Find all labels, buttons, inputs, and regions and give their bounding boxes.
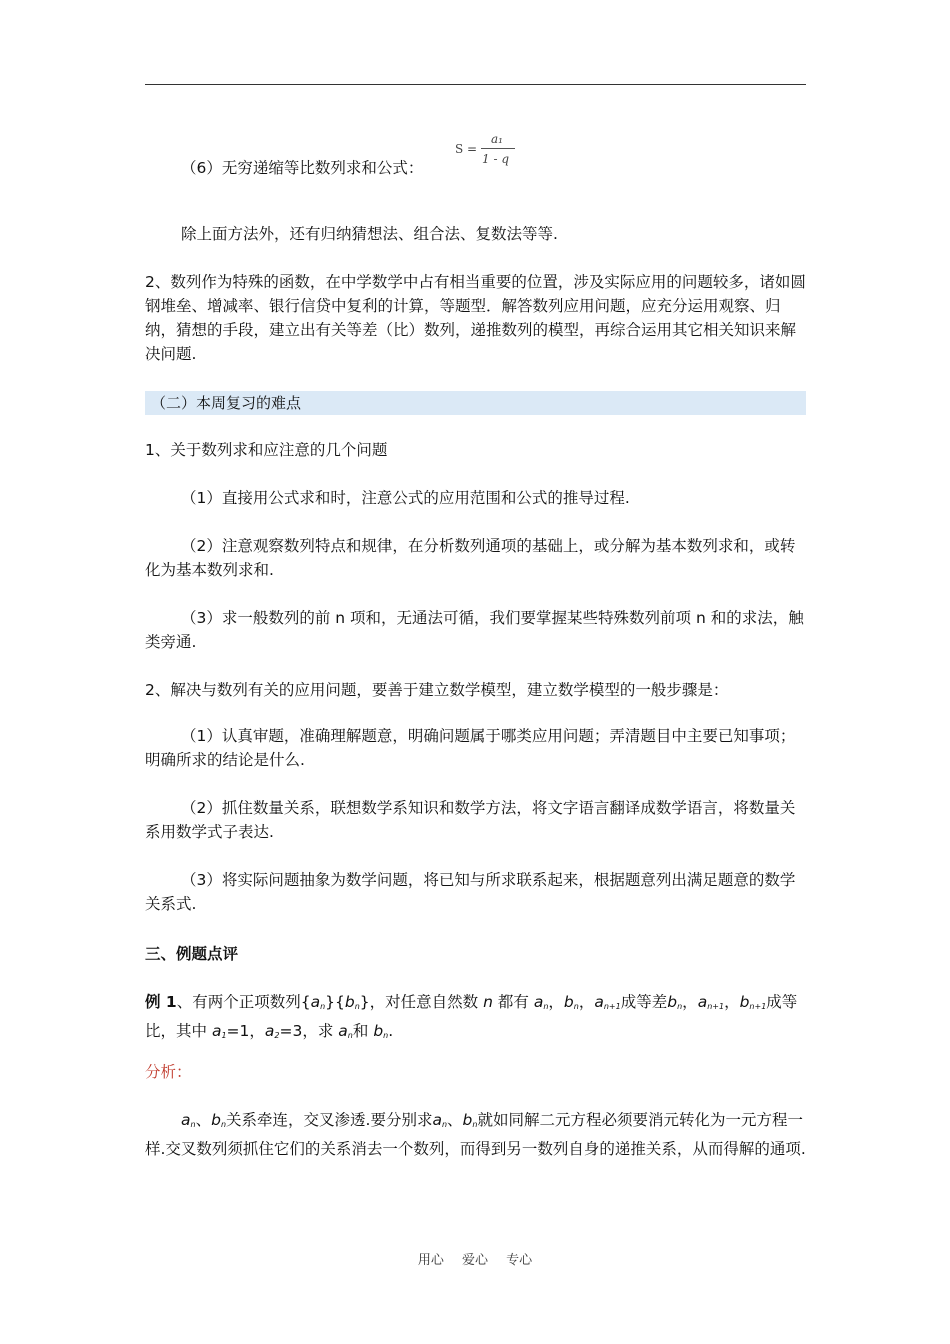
difficulty-1-item-2: （2）注意观察数列特点和规律，在分析数列通项的基础上，或分解为基本数列求和，或转化为基本数列求和. (145, 537, 796, 579)
formula-numerator: a₁ (491, 132, 503, 146)
formula-denominator: 1 - q (482, 152, 509, 166)
analysis-text: $a_n$、$b_n$关系牵连，交叉渗透.要分别求$a_n$、$b_n$就如同解二元方程必须要消元转化为一元方程一样.交叉数列须抓住它们的关系消去一个数列，而得到另一数列自身的递推关系，从而得解的通项. (145, 1111, 806, 1158)
sum-formula (455, 132, 525, 172)
section-3-title: 三、例题点评 (145, 945, 239, 963)
analysis-label: 分析： (145, 1063, 192, 1081)
difficulty-2-title: 2、解决与数列有关的应用问题，要善于建立数学模型，建立数学模型的一般步骤是： (145, 681, 729, 699)
example-1: 例 1、有两个正项数列$\{a_n\}\{b_n\}$，对任意自然数 n 都有 $a_n$，$b_n$，$a_{n+1}$成等差$b_n$，$a_{n+1}$，$b_{n+1}$成等比，其中 $a_1=1$，$a_2=3$，求 $a_n$和 $b_n$. (145, 993, 798, 1040)
footer-item: 用心 (417, 1253, 444, 1268)
difficulty-2-item-2: （2）抓住数量关系，联想数学系知识和数学方法，将文字语言翻译成数学语言，将数量关系用数学式子表达. (145, 799, 796, 841)
para-methods: 除上面方法外，还有归纳猜想法、组合法、复数法等等. (181, 225, 558, 243)
formula-lhs: S = (455, 142, 478, 156)
footer-item: 爱心 (461, 1253, 488, 1268)
difficulty-1-title: 1、关于数列求和应注意的几个问题 (145, 441, 388, 459)
footer-item: 专心 (506, 1253, 533, 1268)
para-2: 2、数列作为特殊的函数，在中学数学中占有相当重要的位置，涉及实际应用的问题较多，诸如圆钢堆垒、增减率、银行信贷中复利的计算，等题型．解答数列应用问题，应充分运用观察、归纳，猜想的手段，建立出有关等差（比）数列，递推数列的模型，再综合运用其它相关知识来解决问题. (145, 273, 806, 363)
section-heading: （二）本周复习的难点 (151, 394, 302, 412)
difficulty-1-item-1: （1）直接用公式求和时，注意公式的应用范围和公式的推导过程. (181, 489, 630, 507)
example-label: 例 1 (145, 993, 177, 1011)
header-rule (145, 84, 806, 85)
item-6: （6）无穷递缩等比数列求和公式： (181, 159, 424, 177)
difficulty-1-item-3: （3）求一般数列的前 n 项和，无通法可循，我们要掌握某些特殊数列前项 n 和的求法，触类旁通. (145, 609, 804, 651)
page-footer (0, 1249, 950, 1268)
fraction-bar (481, 148, 515, 149)
section-heading-bar (145, 391, 806, 415)
difficulty-2-item-3: （3）将实际问题抽象为数学问题，将已知与所求联系起来，根据题意列出满足题意的数学关系式. (145, 871, 796, 913)
difficulty-2-item-1: （1）认真审题，准确理解题意，明确问题属于哪类应用问题；弄清题目中主要已知事项；明确所求的结论是什么. (145, 727, 796, 769)
